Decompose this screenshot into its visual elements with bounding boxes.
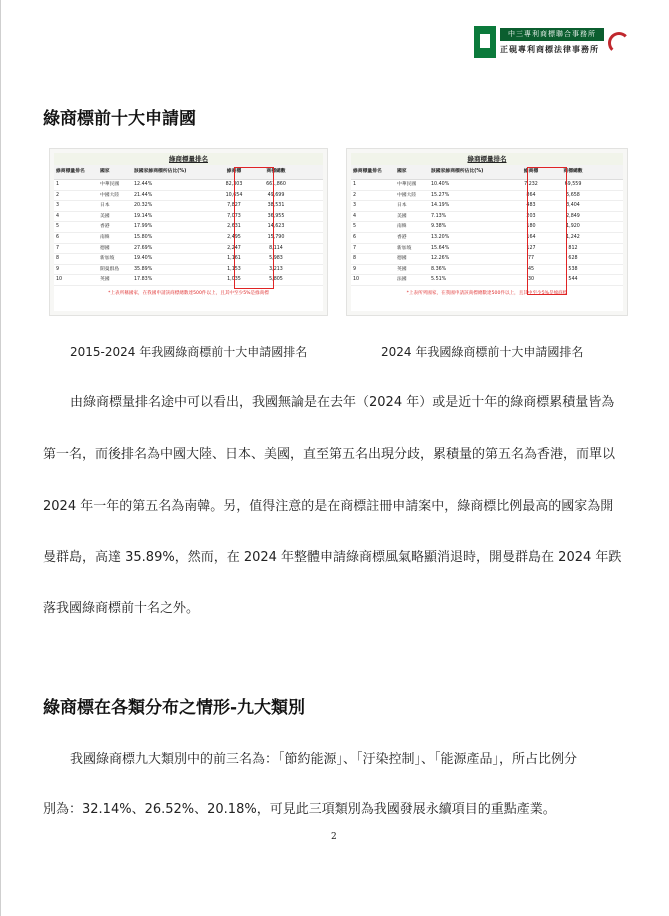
table-cell: 新加坡 [100,256,115,262]
table-cell: 3 [353,203,357,209]
table-cell: 3,404 [566,203,580,209]
table-cell: 中國大陸 [397,192,417,198]
table-cell: 南韓 [397,224,407,230]
table-cell: 19.40% [134,256,153,262]
table-cell: 2 [353,192,357,198]
table-cell: 5,805 [269,277,283,283]
table-cell: 17.83% [134,277,153,283]
table-row [54,275,323,286]
table-cell: 82,303 [225,182,243,187]
table-cell: 864 [526,192,536,198]
caption-left: 2015-2024 年我國綠商標前十大申請國排名 [70,345,308,359]
table-row [351,254,623,265]
table-cell: 1,161 [227,256,241,262]
table-cell: 15,790 [267,234,285,240]
table-title: 綠商標量排名 [54,153,323,165]
logo-line1: 中三專利商標聯合事務所 [500,28,604,41]
table-cell: 5.51% [431,277,447,283]
table-row [54,254,323,265]
table-cell: 2,849 [566,213,580,219]
table-cell: 19.14% [134,213,153,219]
table-cell: 36,955 [267,213,285,219]
table-cell: 1,920 [566,224,580,230]
page-number: 2 [331,832,337,842]
table-cell: 英國 [100,277,110,283]
table-row [54,265,323,276]
table-cell: 美國 [100,213,110,219]
table-cell: 2,247 [227,245,241,251]
table-cell: 1,153 [227,266,241,272]
table-row [54,191,323,202]
table-cell: 49,699 [267,192,285,198]
table-cell: 9 [56,266,60,272]
table-cell: 203 [526,213,536,219]
table-row [54,233,323,244]
table-cell: 15.27% [431,192,450,198]
table-cell: 483 [526,203,536,209]
table-cell: 法國 [397,277,407,283]
table-cell: 661,860 [266,182,286,187]
caption-right: 2024 年我國綠商標前十大申請國排名 [381,345,584,359]
highlight-box [234,167,274,289]
table-cell: 35.89% [134,266,153,272]
table-cell: 7,232 [524,182,538,187]
table-row [54,180,323,191]
table-cell: 45 [527,266,535,272]
table-cell: 7.13% [431,213,447,219]
table-cell: 2,631 [227,224,241,230]
table-cell: 12.26% [431,256,450,262]
table-cell: 5 [353,224,357,230]
paragraph-line: 別為：32.14%、26.52%、20.18%，可見此三項類別為我國發展永續項目的重點產業。 [43,802,556,817]
table-cell: 14,623 [267,224,285,230]
paragraph-line: 第一名，而後排名為中國大陸、日本、美國，直至第五名出現分歧，累積量的第五名為香港，而單以 [43,447,616,462]
highlight-box [527,167,567,295]
table-row [54,222,323,233]
table-cell: 9.38% [431,224,447,230]
table-cell: 15.64% [431,245,450,251]
table-cell: 10 [56,277,63,283]
logo-swoosh-icon [608,32,630,54]
table-cell: 38,531 [267,203,285,209]
table-cell: 8.36% [431,266,447,272]
table-cell: 14.19% [431,203,450,209]
table-cell: 3 [56,203,60,209]
table-cell: 20.32% [134,203,153,209]
table-cell: 1,035 [227,277,241,283]
table-cell: 香港 [397,234,407,240]
table-row [54,244,323,255]
table-cell: 2 [56,192,60,198]
table-note: *上表所列國家，在我國申請該商標總數達500件以上，且其中至少5%是綠商標 [406,290,568,296]
table-cell: 5,658 [566,192,580,198]
table-cell: 日本 [100,203,110,209]
paragraph-line: 我國綠商標九大類別中的前三名為：「節約能源」、「汙染控制」、「能源產品」，所占比例分 [70,752,578,767]
table-cell: 127 [526,245,536,251]
table-cell: 1,242 [566,234,580,240]
table-cell: 12.44% [134,182,153,187]
table-row [351,191,623,202]
table-cell: 8 [56,256,60,262]
table-cell: 77 [527,256,535,262]
table-cell: 17.99% [134,224,153,230]
table-cell: 812 [568,245,578,251]
table-row [351,180,623,191]
table-image-2024 [346,148,628,316]
paragraph-line: 2024 年一年的第五名為南韓。另，值得注意的是在商標註冊申請案中，綠商標比例最高的國家為開 [43,499,614,514]
logo-line2: 正硯專利商標法律事務所 [500,45,599,54]
table-cell: 新加坡 [397,245,412,251]
table-cell: 10 [353,277,360,283]
table-cell: 南韓 [100,234,110,240]
table-cell: 1 [353,182,357,187]
table-row [54,212,323,223]
table-cell: 4 [56,213,60,219]
table-note: *上表所稱國家，在我國申請該商標總數達500件以上，且其中至少5%是綠商標 [108,290,269,296]
table-cell: 69,559 [564,182,582,187]
table-header: 綠商標量排名 國家 該國家綠商標所佔比(%) 綠商標 商標總數 [54,165,323,180]
table-cell: 6 [56,234,60,240]
firm-logo [474,26,634,58]
table-row [351,222,623,233]
table-row [54,201,323,212]
table-row [351,275,623,286]
table-cell: 13.20% [431,234,450,240]
section-heading-categories: 綠商標在各類分布之情形-九大類別 [43,698,306,718]
table-cell: 5 [56,224,60,230]
table-cell: 7 [353,245,357,251]
table-cell: 4 [353,213,357,219]
table-cell: 628 [568,256,578,262]
table-cell: 7 [56,245,60,251]
table-cell: 1 [56,182,60,187]
table-cell: 3,213 [269,266,283,272]
table-cell: 544 [568,277,578,283]
table-cell: 2,495 [227,234,241,240]
page-edge [0,0,1,916]
paragraph-line: 落我國綠商標前十名之外。 [43,601,200,616]
table-row [351,265,623,276]
table-cell: 5,983 [269,256,283,262]
section-heading-top-applicants: 綠商標前十大申請國 [43,109,196,129]
table-cell: 中華民國 [397,182,417,187]
table-cell: 8 [353,256,357,262]
table-cell: 中國大陸 [100,192,120,198]
table-cell: 美國 [397,213,407,219]
table-cell: 開曼群島 [100,266,120,272]
paragraph-line: 曼群島，高達 35.89%，然而，在 2024 年整體申請綠商標風氣略顯消退時，開曼群島在 2024 年跌 [43,550,622,565]
table-cell: 21.44% [134,192,153,198]
table-cell: 德國 [397,256,407,262]
table-row [351,244,623,255]
table-row [351,212,623,223]
table-cell: 德國 [100,245,110,251]
table-cell: 9 [353,266,357,272]
table-cell: 27.69% [134,245,153,251]
table-cell: 15.80% [134,234,153,240]
table-cell: 7,827 [227,203,241,209]
table-cell: 180 [526,224,536,230]
table-title: 綠商標量排名 [351,153,623,165]
table-cell: 30 [527,277,535,283]
table-cell: 164 [526,234,536,240]
paragraph-line: 由綠商標量排名途中可以看出，我國無論是在去年（2024 年）或是近十年的綠商標累積量皆為 [70,395,615,410]
table-row [351,233,623,244]
table-cell: 香港 [100,224,110,230]
table-cell: 英國 [397,266,407,272]
table-cell: 7,073 [227,213,241,219]
table-cell: 538 [568,266,578,272]
table-cell: 中華民國 [100,182,120,187]
table-row [351,201,623,212]
table-cell: 10,654 [225,192,243,198]
table-cell: 10.40% [431,182,450,187]
table-header: 綠商標量排名 國家 該國家綠商標所佔比(%) 綠商標 商標總數 [351,165,623,180]
table-image-2015-2024 [49,148,328,316]
logo-badge-icon [474,26,496,58]
table-cell: 6 [353,234,357,240]
table-cell: 日本 [397,203,407,209]
table-cell: 8,114 [269,245,283,251]
